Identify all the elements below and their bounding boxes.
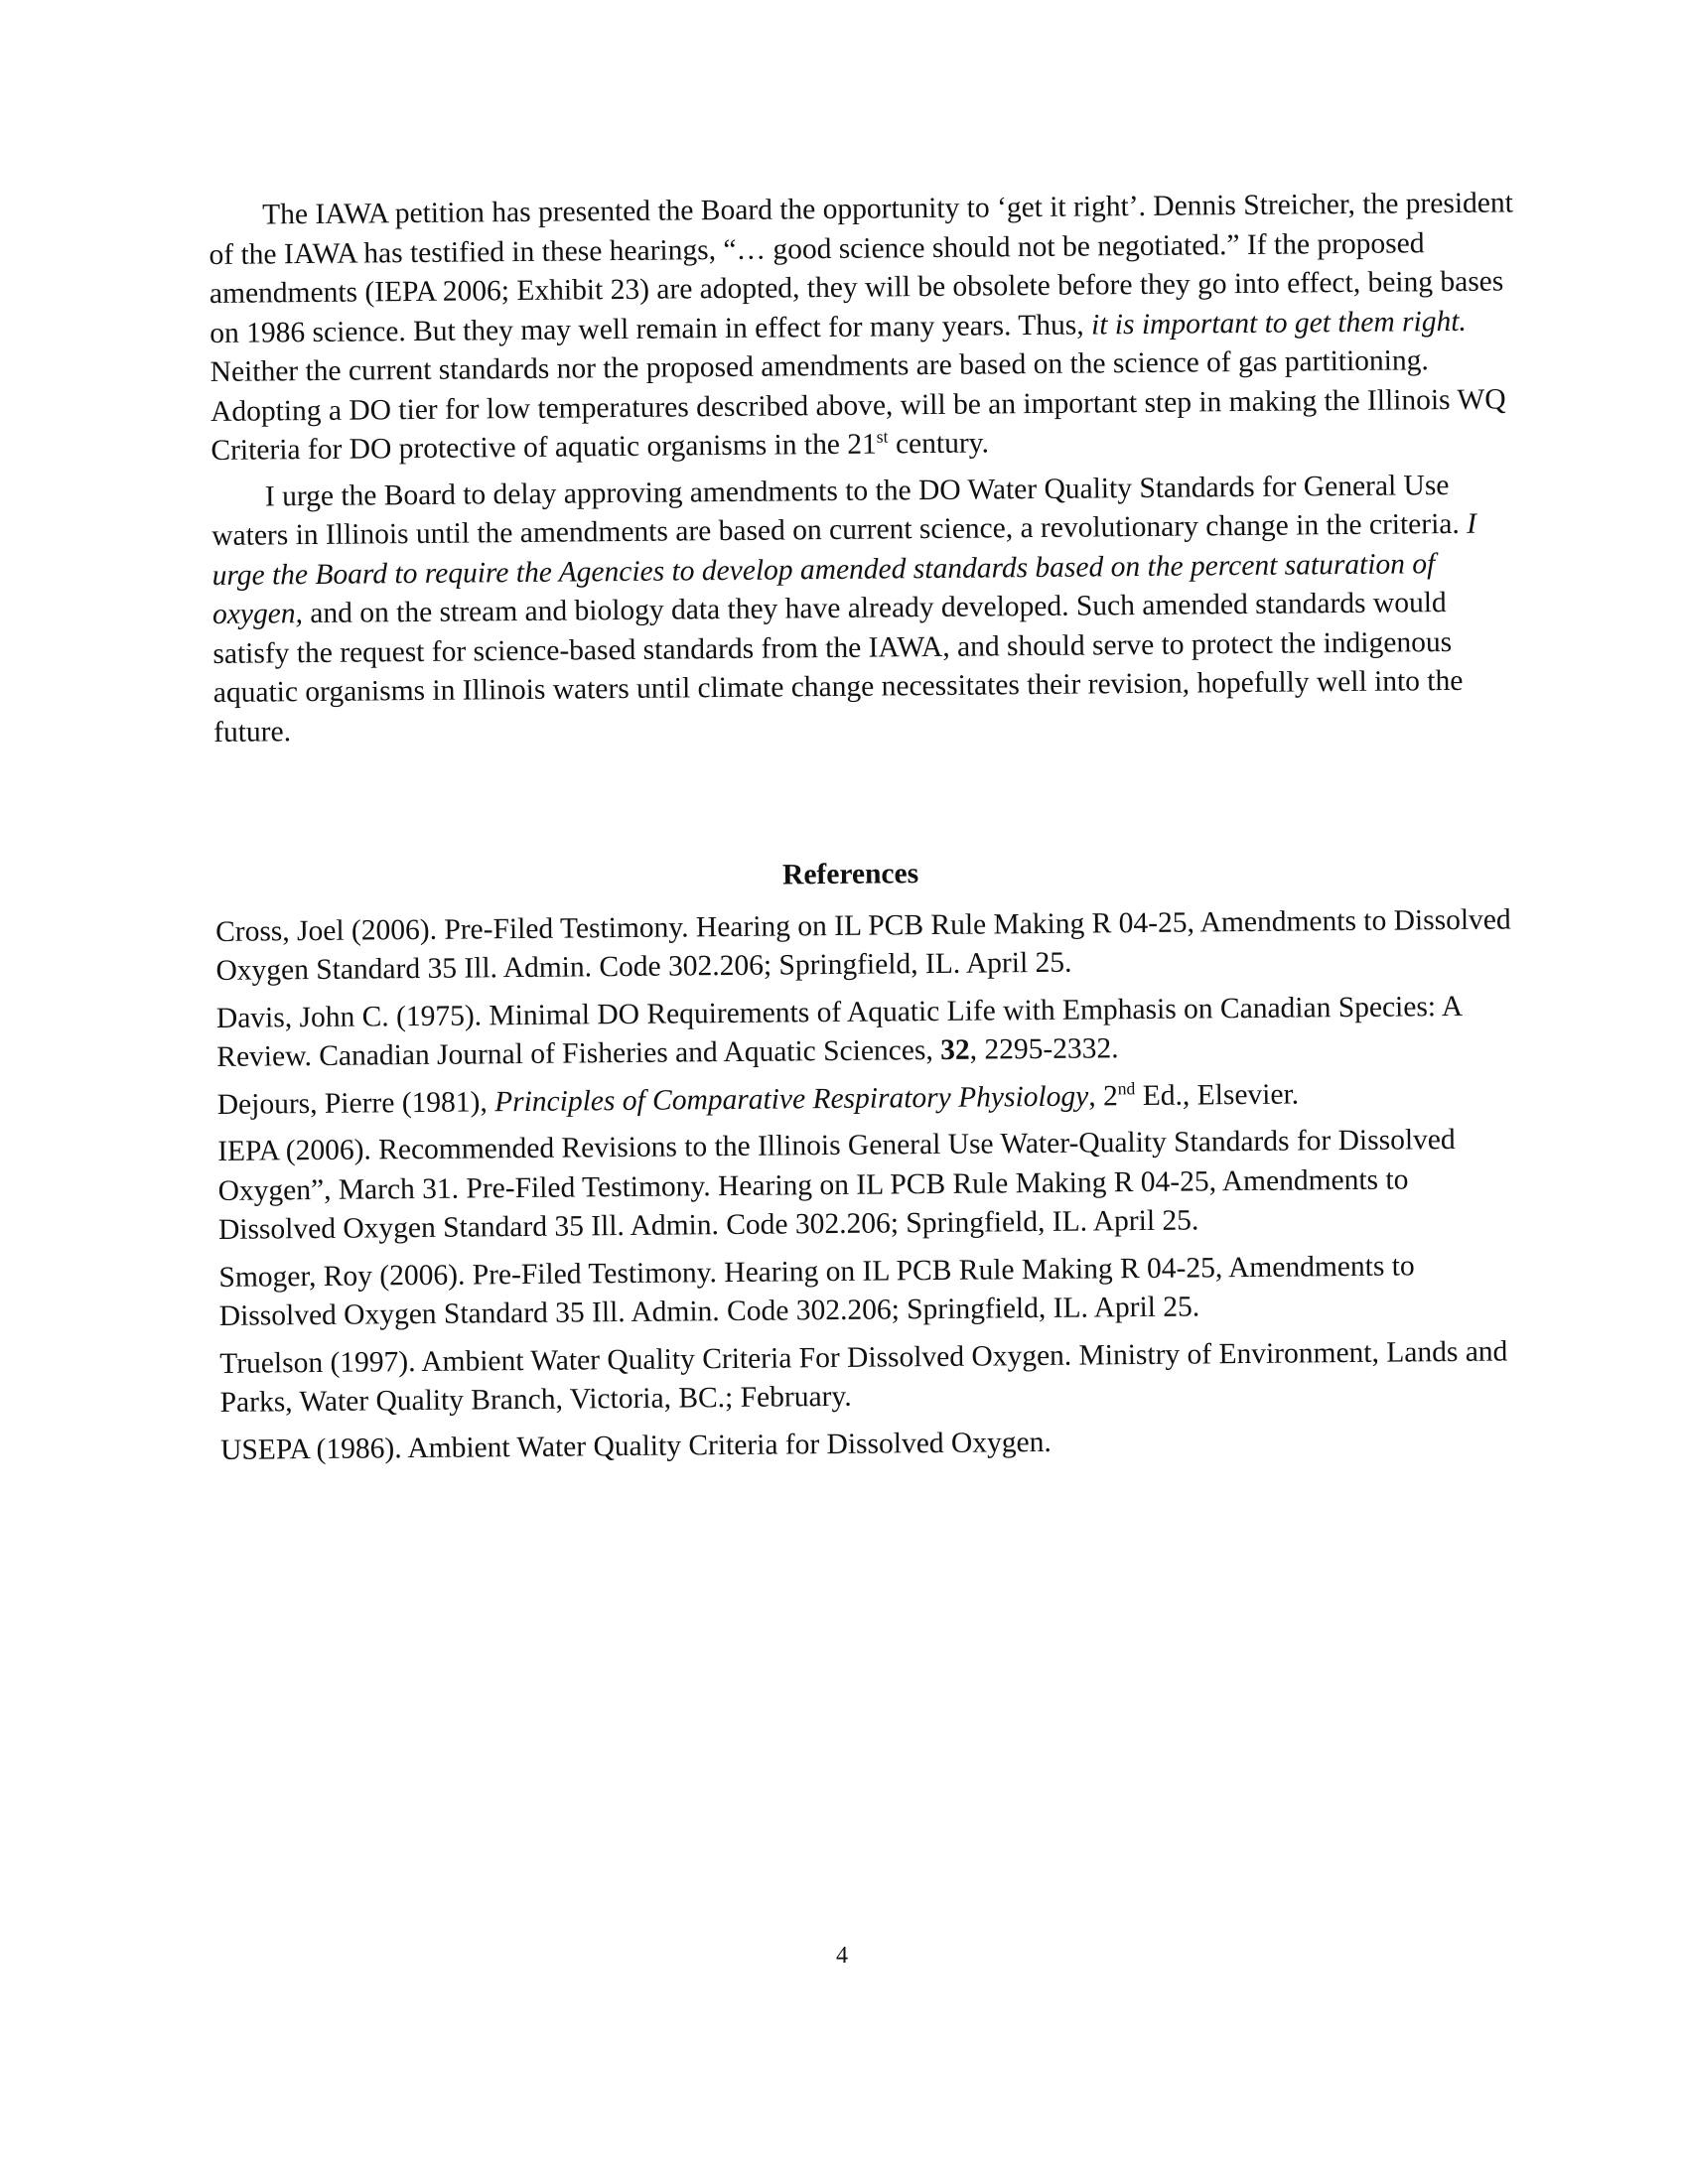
paragraph-1-emphasis: it is important to get them right. xyxy=(1090,305,1467,341)
reference-davis xyxy=(216,987,1528,1078)
page-content xyxy=(209,184,1531,1478)
reference-dejours-edition: , 2 xyxy=(1088,1079,1118,1113)
reference-truelson: Truelson (1997). Ambient Water Quality Criteria For Dissolved Oxygen. Ministry of Environment, Lands and Parks, Water Quality Branch, Victoria, BC.; February. xyxy=(219,1334,1508,1419)
reference-davis-volume: 32 xyxy=(939,1033,970,1066)
reference-davis-pages: , 2295-2332. xyxy=(969,1032,1119,1066)
reference-dejours-superscript: nd xyxy=(1117,1077,1136,1098)
reference-dejours xyxy=(217,1073,1528,1125)
reference-usepa: USEPA (1986). Ambient Water Quality Criteria for Dissolved Oxygen. xyxy=(219,1426,1052,1466)
paragraph-2-text-c: and on the stream and biology data they have already developed. Such amended standards would satisfy the request for science-based standards from the IAWA, and should serve to protect the indigenous aquatic organisms in Illinois waters until climate change necessitates their revision, hopefully well into the future. xyxy=(212,587,1464,749)
reference-dejours-title: Principles of Comparative Respiratory Physiology xyxy=(493,1080,1089,1118)
body-paragraph-2 xyxy=(211,466,1525,752)
reference-smoger: Smoger, Roy (2006). Pre-Filed Testimony. Hearing on IL PCB Rule Making R 04-25, Amendments to Dissolved Oxygen Standard 35 Ill. Admin. Code 302.206; Springfield, IL. April 25. xyxy=(218,1249,1415,1332)
reference-iepa: IEPA (2006). Recommended Revisions to the Illinois General Use Water-Quality Standards for Dissolved Oxygen”, March 31. Pre-Filed Testimony. Hearing on IL PCB Rule Making R 04-25, Amendments to Dissolved Oxygen Standard 35 Ill. Admin. Code 302.206; Springfield, IL. April 25. xyxy=(217,1123,1456,1246)
paragraph-1-text-c: Neither the current standards nor the proposed amendments are based on the science of gas partitioning. Adopting a DO tier for low temperatures described above, will be an important step in making the Illinois WQ Criteria for DO protective of aquatic organisms in the 21 xyxy=(210,344,1506,467)
paragraph-1-superscript: st xyxy=(876,426,889,447)
reference-davis-text: Davis, John C. (1975). Minimal DO Requirements of Aquatic Life with Emphasis on Canadian Species: A Review. Canadian Journal of Fisheries and Aquatic Sciences, xyxy=(215,990,1462,1073)
body-paragraph-1 xyxy=(209,184,1522,471)
paragraph-1-text-d: century. xyxy=(888,427,990,461)
reference-dejours-author: Dejours, Pierre (1981), xyxy=(216,1085,495,1121)
references-list xyxy=(215,900,1531,1470)
paragraph-2-text-a: I urge the Board to delay approving amendments to the DO Water Quality Standards for General Use waters in Illinois until the amendments are based on current science, a revolutionary change in the criteria. xyxy=(211,469,1468,552)
paragraph-1-text-a: The IAWA petition has presented the Board the opportunity to ‘get it right’. Dennis Streicher, the president of the IAWA has testified in these hearings, “… good science should not be negotiated.” If the proposed amendments (IEPA 2006; Exhibit 23) are adopted, they will be obsolete before they go into effect, being bases on 1986 science. But they may well remain in effect for many years. Thus, xyxy=(209,187,1514,349)
references-heading: References xyxy=(781,858,919,891)
reference-cross: Cross, Joel (2006). Pre-Filed Testimony. Hearing on IL PCB Rule Making R 04-25, Amendments to Dissolved Oxygen Standard 35 Ill. Admin. Code 302.206; Springfield, IL. April 25. xyxy=(214,902,1511,987)
page-number: 4 xyxy=(836,1943,848,1969)
paragraph-2-emphasis: I urge the Board to require the Agencies to develop amended standards based on the percent saturation of oxygen, xyxy=(211,507,1477,630)
reference-dejours-publisher: Ed., Elsevier. xyxy=(1135,1078,1300,1112)
